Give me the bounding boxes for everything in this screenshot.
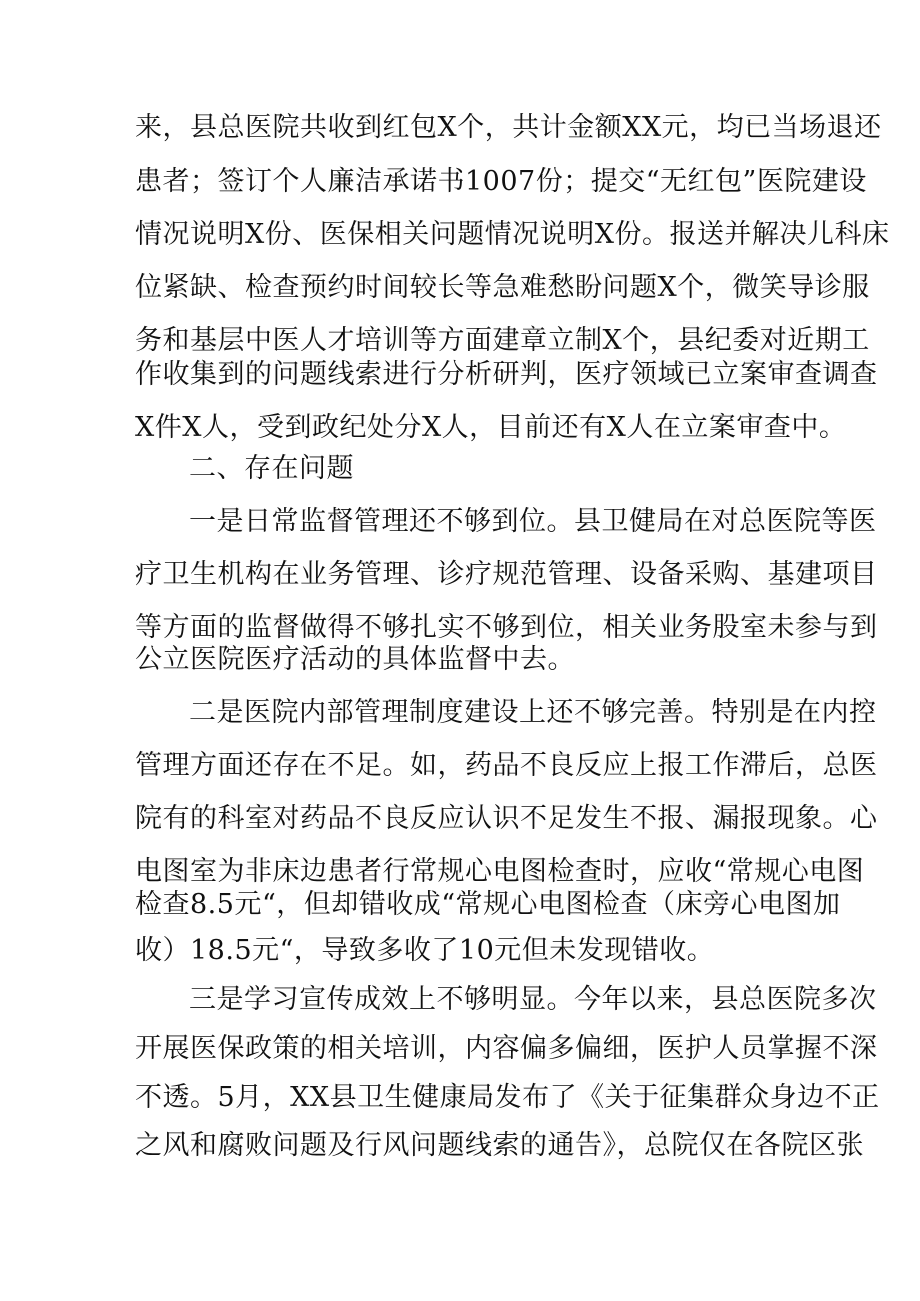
paragraph-first-line: 一是日常监督管理还不够到位。县卫健局在对总医院等医 xyxy=(189,506,877,537)
text-line: 位紧缺、检查预约时间较长等急难愁盼问题X个，微笑导诊服 xyxy=(135,272,870,303)
text-line: 等方面的监督做得不够扎实不够到位，相关业务股室未参与到 xyxy=(135,612,878,643)
text-line: 作收集到的问题线索进行分析研判，医疗领域已立案审查调查 xyxy=(135,359,878,390)
text-line: 管理方面还存在不足。如，药品不良反应上报工作滞后，总医 xyxy=(135,750,878,781)
text-line: 之风和腐败问题及行风问题线索的通告》，总院仅在各院区张 xyxy=(135,1130,864,1161)
paragraph-first-line: 三是学习宣传成效上不够明显。今年以来，县总医院多次 xyxy=(189,984,877,1015)
text-line: 公立医院医疗活动的具体监督中去。 xyxy=(135,644,575,675)
text-line: 务和基层中医人才培训等方面建章立制X个，县纪委对近期工 xyxy=(135,325,870,356)
text-line: 开展医保政策的相关培训，内容偏多偏细，医护人员掌握不深 xyxy=(135,1033,878,1064)
section-heading: 二、存在问题 xyxy=(189,453,354,484)
text-line: X件X人，受到政纪处分X人，目前还有X人在立案审查中。 xyxy=(135,412,847,443)
text-line: 院有的科室对药品不良反应认识不足发生不报、漏报现象。心 xyxy=(135,803,878,834)
text-line: 检查8.5元“，但却错收成“常规心电图检查（床旁心电图加 xyxy=(135,889,841,920)
text-line: 不透。5月，XX县卫生健康局发布了《关于征集群众身边不正 xyxy=(135,1082,880,1113)
text-line: 疗卫生机构在业务管理、诊疗规范管理、设备采购、基建项目 xyxy=(135,559,878,590)
text-line: 情况说明X份、医保相关问题情况说明X份。报送并解决儿科床 xyxy=(135,219,890,250)
text-line: 来，县总医院共收到红包X个，共计金额XX元，均已当场退还 xyxy=(135,112,882,143)
text-line: 收）18.5元“，导致多收了10元但未发现错收。 xyxy=(135,935,715,966)
text-line: 患者；签订个人廉洁承诺书1007份；提交“无红包”医院建设 xyxy=(135,166,867,197)
text-line: 电图室为非床边患者行常规心电图检查时，应收“常规心电图 xyxy=(135,856,865,887)
paragraph-first-line: 二是医院内部管理制度建设上还不够完善。特别是在内控 xyxy=(189,697,877,728)
